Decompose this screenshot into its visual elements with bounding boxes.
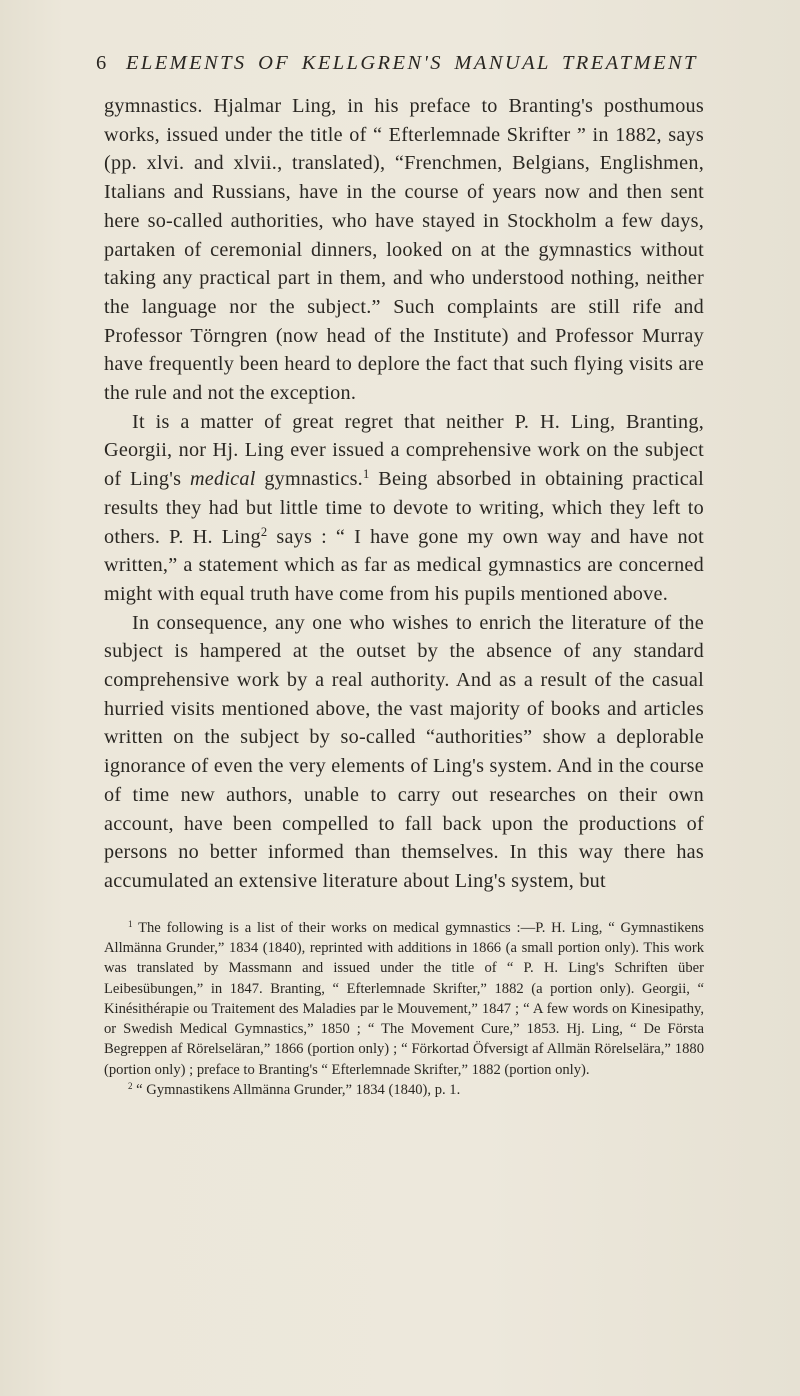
emphasis-medical: medical <box>189 468 256 491</box>
running-title: ELEMENTS OF KELLGREN'S MANUAL TREATMENT <box>126 52 698 74</box>
footnote-mark-1: 1 <box>128 918 133 929</box>
footnote-separator <box>104 896 704 918</box>
footnote-ref-1[interactable]: 1 <box>362 467 370 482</box>
body-text <box>104 92 704 896</box>
footnote-2: $^2$ “ Gymnastikens Allmänna Grunder,” 1834 (1840), p. 1. <box>128 1081 461 1099</box>
paragraph-1: gymnastics. Hjalmar Ling, in his preface to Branting's posthumous works, issued under the title of “ Efterlemnade Skrifter ” in 1882, says (pp. xlvi. and xlvii., translated), “Frenchmen, Belgians, Englishmen, Italians and Russians, have in the course of years now and then sent here so-called authorities, who have stayed in Stockholm a few days, partaken of ceremonial dinners, looked on at the gymnastics without taking any practical part in them, and who understood nothing, neither the language nor the subject.” Such complaints are still rife and Professor Törngren (now head of the Institute) and Professor Murray have frequently been heard to deplore the fact that such flying visits are the rule and not the exception. <box>104 95 704 405</box>
footnote-mark-2: 2 <box>128 1081 133 1092</box>
footnote-ref-2[interactable]: 2 <box>260 524 268 539</box>
paragraph-2: It is a matter of great regret that neither P. H. Ling, Branting, Georgii, nor Hj. Ling ever issued a comprehensive work on the subject of Ling's medical gymnastics.$^1$ Being absorbed in obtaining practical results they had but little time to devote to writing, which they left to others. P. H. Ling$^2$ says : “ I have gone my own way and have not written,” a statement which as far as medical gymnastics are concerned might with equal truth have come from his pupils mentioned above. <box>104 410 705 605</box>
footnotes <box>104 918 704 1101</box>
page-header <box>96 52 704 92</box>
paragraph-3: In consequence, any one who wishes to enrich the literature of the subject is hampered at the outset by the absence of any standard comprehensive work by a real authority. And as a result of the casual hurried visits mentioned above, the vast majority of books and articles written on the subject by so-called “authorities” show a deplorable ignorance of even the very elements of Ling's system. And in the course of time new authors, unable to carry out researches on their own account, have been compelled to fall back upon the productions of persons no better informed than themselves. In this way there has accumulated an extensive literature about Ling's system, but <box>104 611 704 892</box>
page-number: 6 <box>96 52 109 74</box>
footnote-1: $^1$ The following is a list of their works on medical gymnastics :—P. H. Ling, “ Gymnastikens Allmänna Grunder,” 1834 (1840), reprinted with additions in 1866 (a small portion only). This work was translated by Massmann and issued under the title of “ P. H. Ling's Schriften über Leibesübungen,” in 1847. Branting, “ Efterlemnade Skrifter,” 1882 (a portion only). Georgii, “ Kinésithérapie ou Traitement des Maladies par le Mouvement,” 1847 ; “ A few words on Kinesipathy, or Swedish Medical Gymnastics,” 1850 ; “ The Movement Cure,” 1853. Hj. Ling, “ De Första Begreppen af Rörelseläran,” 1866 (portion only) ; “ Förkortad Öfversigt af Allmän Rörelselära,” 1880 (portion only) ; preface to Branting's “ Efterlemnade Skrifter,” 1882 (portion only). <box>104 918 704 1078</box>
